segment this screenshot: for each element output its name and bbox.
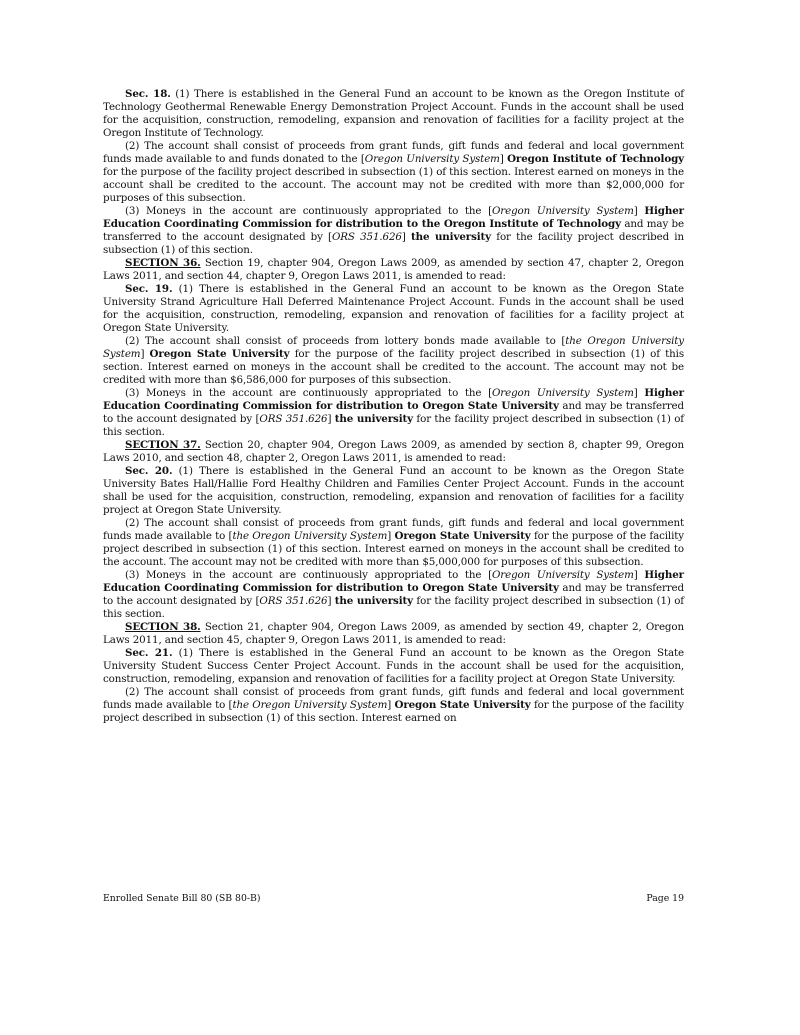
text-run: (1) There is established in the General Fund an account to be known as the Oregon State University Bates Hall/Hallie Ford Healthy Children and Families Center Project Account. Funds in the account shall be used for the acquisition, construction, remodeling, expansion and renovation of facilities for a facility project at Oregon State University. — [103, 465, 684, 516]
bold-text: the university — [410, 231, 492, 243]
section-heading: SECTION 38. — [125, 621, 201, 633]
paragraph — [103, 335, 684, 387]
text-run: (2) The account shall consist of proceeds from grant funds, gift funds and federal and local government funds made available to [ — [103, 686, 684, 711]
text-run: for the purpose of the facility project described in subsection (1) of this section. Interest earned on — [103, 699, 684, 724]
text-run: and may be transferred to the account designated by [ — [103, 400, 684, 425]
paragraph — [103, 205, 684, 257]
text-run: ] — [387, 699, 395, 711]
text-run: ] — [140, 348, 150, 360]
bold-text: Sec. 18. — [125, 88, 171, 100]
bold-text: Oregon State University — [149, 348, 290, 360]
text-run: (2) The account shall consist of proceeds from grant funds, gift funds and federal and local government funds made available to and funds donated to the [ — [103, 140, 684, 165]
bold-text: Sec. 19. — [125, 283, 173, 295]
section-heading: SECTION 36. — [125, 257, 201, 269]
text-run: Section 20, chapter 904, Oregon Laws 2009, as amended by section 8, chapter 99, Oregon Laws 2010, and section 48, chapter 2, Oregon Laws 2011, is amended to read: — [103, 439, 684, 464]
text-run: ] — [633, 387, 645, 399]
italic-deleted-text: ORS 351.626 — [259, 413, 328, 425]
paragraph — [103, 387, 684, 439]
italic-deleted-text: Oregon University System — [491, 387, 634, 399]
paragraph — [103, 283, 684, 335]
text-run: (2) The account shall consist of proceeds from lottery bonds made available to [ — [125, 335, 566, 347]
section-heading: SECTION 37. — [125, 439, 201, 451]
text-run: for the facility project described in subsection (1) of this section. — [103, 413, 684, 438]
italic-deleted-text: Oregon University System — [491, 205, 634, 217]
text-run: ] — [327, 413, 335, 425]
text-run: ] — [499, 153, 508, 165]
text-run: (1) There is established in the General Fund an account to be known as the Oregon Institute of Technology Geothermal Renewable Energy Demonstration Project Account. Funds in the account shall be used for the acquisition, construction, remodeling, expansion and renovation of facilities for a facility project at the Oregon Institute of Technology. — [103, 88, 684, 139]
footer-page-number: Page 19 — [646, 893, 684, 904]
text-run: for the purpose of the facility project described in subsection (1) of this section. Interest earned on moneys in the account shall be credited to the account. The account may not be credited with more than $5,000,000 for purposes of this subsection. — [103, 530, 684, 568]
bold-text: Oregon State University — [394, 699, 531, 711]
text-run: for the facility project described in subsection (1) of this section. — [103, 231, 684, 256]
bold-text: Oregon Institute of Technology — [507, 153, 685, 165]
paragraph — [103, 257, 684, 283]
text-run: for the facility project described in subsection (1) of this section. — [103, 595, 684, 620]
paragraph — [103, 686, 684, 725]
text-run: (1) There is established in the General Fund an account to be known as the Oregon State University Student Success Center Project Account. Funds in the account shall be used for the acquisition, construction, remodeling, expansion and renovation of facilities for a facility project at Oregon State University. — [103, 647, 684, 685]
text-run: (3) Moneys in the account are continuously appropriated to the [ — [125, 205, 492, 217]
text-run: ] — [633, 205, 645, 217]
italic-deleted-text: Oregon University System — [491, 569, 634, 581]
text-run: ] — [387, 530, 395, 542]
italic-deleted-text: Oregon University System — [364, 153, 500, 165]
bold-text: Oregon State University — [394, 530, 531, 542]
text-run: ] — [327, 595, 335, 607]
bold-text: the university — [334, 595, 414, 607]
text-run: (3) Moneys in the account are continuously appropriated to the [ — [125, 569, 492, 581]
italic-deleted-text: the Oregon University System — [232, 530, 388, 542]
italic-deleted-text: ORS 351.626 — [331, 231, 402, 243]
italic-deleted-text: ORS 351.626 — [259, 595, 328, 607]
bold-text: Sec. 21. — [125, 647, 173, 659]
text-run: (3) Moneys in the account are continuously appropriated to the [ — [125, 387, 492, 399]
text-run: (2) The account shall consist of proceeds from grant funds, gift funds and federal and local government funds made available to [ — [103, 517, 684, 542]
paragraph — [103, 439, 684, 465]
bold-text: Higher Education Coordinating Commission for distribution to the Oregon Institute of Technology — [103, 205, 684, 230]
bold-text: the university — [334, 413, 414, 425]
paragraph — [103, 621, 684, 647]
footer-bill-name: Enrolled Senate Bill 80 (SB 80-B) — [103, 893, 261, 904]
paragraph — [103, 465, 684, 517]
text-run: and may be transferred to the account designated by [ — [103, 582, 684, 607]
paragraph — [103, 88, 684, 140]
text-run: Section 19, chapter 904, Oregon Laws 2009, as amended by section 47, chapter 2, Oregon Laws 2011, and section 44, chapter 9, Oregon Laws 2011, is amended to read: — [103, 257, 684, 282]
text-run: for the purpose of the facility project described in subsection (1) of this section. Interest earned on moneys in the account shall be credited to the account. The account may not be credited with more than $6,586,000 for purposes of this subsection. — [103, 348, 684, 386]
text-run: for the purpose of the facility project described in subsection (1) of this section. Interest earned on moneys in the account shall be credited to the account. The account may not be credited with more than $2,000,000 for purposes of this subsection. — [103, 166, 684, 204]
italic-deleted-text: the Oregon University System — [232, 699, 388, 711]
text-run: and may be transferred to the account designated by [ — [103, 218, 684, 243]
text-run: ] — [633, 569, 645, 581]
paragraph — [103, 647, 684, 686]
paragraph — [103, 517, 684, 569]
bold-text: Sec. 20. — [125, 465, 173, 477]
paragraph — [103, 569, 684, 621]
bill-text-body — [103, 88, 684, 725]
bold-text: Higher Education Coordinating Commission for distribution to Oregon State University — [103, 387, 684, 412]
text-run: ] — [401, 231, 411, 243]
text-run: Section 21, chapter 904, Oregon Laws 2009, as amended by section 49, chapter 2, Oregon Laws 2011, and section 45, chapter 9, Oregon Laws 2011, is amended to read: — [103, 621, 684, 646]
italic-deleted-text: the Oregon University System — [103, 335, 685, 360]
paragraph — [103, 140, 684, 205]
bold-text: Higher Education Coordinating Commission for distribution to Oregon State University — [103, 569, 684, 594]
text-run: (1) There is established in the General Fund an account to be known as the Oregon State University Strand Agriculture Hall Deferred Maintenance Project Account. Funds in the account shall be used for the acquisition, construction, remodeling, expansion and renovation of facilities for a facility project at Oregon State University. — [103, 283, 684, 334]
